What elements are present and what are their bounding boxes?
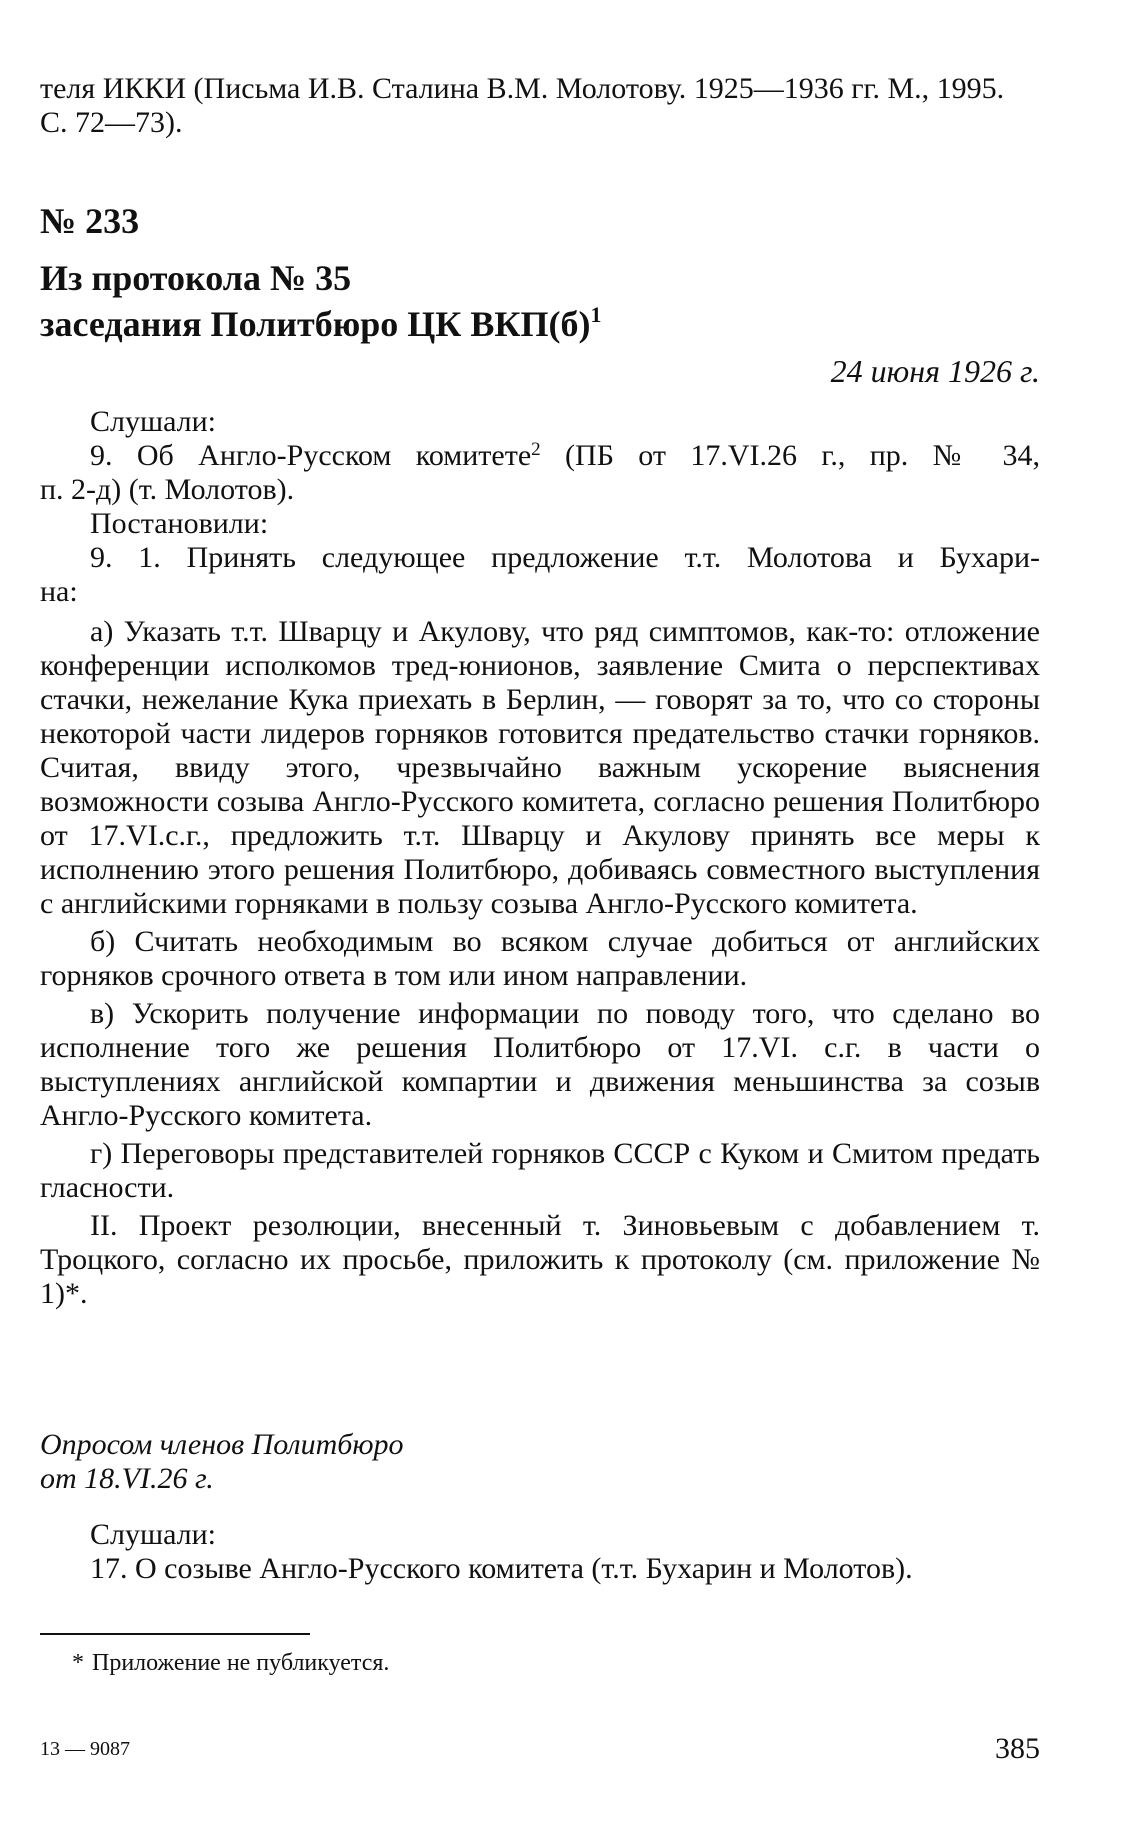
footnote-mark: * [72, 1650, 84, 1676]
footnote-ref: 1 [590, 302, 602, 327]
footnote [72, 1650, 389, 1677]
heard-label: Слушали: [90, 405, 217, 438]
paragraph-ii: II. Проект резолюции, внесенный т. Зиновьевым с добавлением т. Троцкого, согласно их просьбе, приложить к протоколу (см. приложение № 1)*. [40, 1209, 1040, 1310]
paragraph-b: б) Считать необходимым во всяком случае добиться от английских горняков срочного ответа в том или ином направлении. [40, 925, 1040, 992]
paragraph-v: в) Ускорить получение информации по поводу того, что сделано во исполнение того же решения Политбюро от 17.VI. с.г. в части о выступлениях английской компартии и движения меньшинства за созыв Англо-Русского комитета. [40, 997, 1040, 1132]
continuation-text [40, 72, 1040, 140]
document-number: № 233 [40, 201, 140, 241]
poll-line: от 18.VI.26 г. [40, 1462, 214, 1495]
poll-note [40, 1428, 1040, 1496]
footnote-divider [40, 1633, 310, 1635]
item-9-section [40, 405, 1040, 1311]
paragraph: 9. 1. Принять следующее предложение т.т. Молотова и Бухари- [90, 541, 1040, 574]
heard-text-cont: п. 2-д) (т. Молотов). [40, 473, 295, 506]
heard-label: Слушали: [90, 1518, 217, 1551]
paragraph-a: а) Указать т.т. Шварцу и Акулову, что ряд симптомов, как-то: отложение конференции исполкомов тред-юнионов, заявление Смита о перспективах стачки, нежелание Кука приехать в Берлин, — говорят за то, что со стороны некоторой части лидеров горняков готовится предательство стачки горняков. Считая, ввиду этого, чрезвычайно важным ускорение выяснения возможности созыва Англо-Русского комитета, согласно решения Политбюро от 17.VI.с.г., предложить т.т. Шварцу и Акулову принять все меры к исполнению этого решения Политбюро, добиваясь совместного выступления с английскими горняками в пользу созыва Англо-Русского комитета. [40, 615, 1040, 920]
heard-text-part: 9. Об Англо-Русском комитете [90, 439, 532, 472]
continuation-line: теля ИККИ (Письма И.В. Сталина В.М. Молотову. 1925—1936 гг. М., 1995. [40, 72, 1005, 105]
title-line: Из протокола № 35 [40, 258, 352, 298]
document-title [40, 255, 601, 347]
page-number: 385 [995, 1732, 1040, 1765]
title-text: заседания Политбюро ЦК ВКП(б) [40, 304, 591, 344]
document-date: 24 июня 1926 г. [830, 353, 1040, 389]
heard-text: 17. О созыве Англо-Русского комитета (т.т. Бухарин и Молотов). [90, 1552, 913, 1585]
paragraph-cont: на: [40, 575, 78, 608]
heard-text [40, 439, 1040, 473]
item-17-section [40, 1518, 1040, 1586]
footnote-ref: 2 [531, 439, 541, 460]
title-line [40, 301, 601, 347]
paragraph-g: г) Переговоры представителей горняков СССР с Куком и Смитом предать гласности. [40, 1137, 1040, 1204]
poll-line: Опросом членов Политбюро [40, 1428, 404, 1461]
heard-text-part: (ПБ от 17.VI.26 г., пр. № 34, [540, 439, 1040, 472]
footnote-text: Приложение не публикуется. [92, 1650, 390, 1676]
resolved-label: Постановили: [90, 507, 269, 540]
printer-signature: 13 — 9087 [40, 1738, 130, 1760]
continuation-line: С. 72—73). [40, 106, 183, 139]
